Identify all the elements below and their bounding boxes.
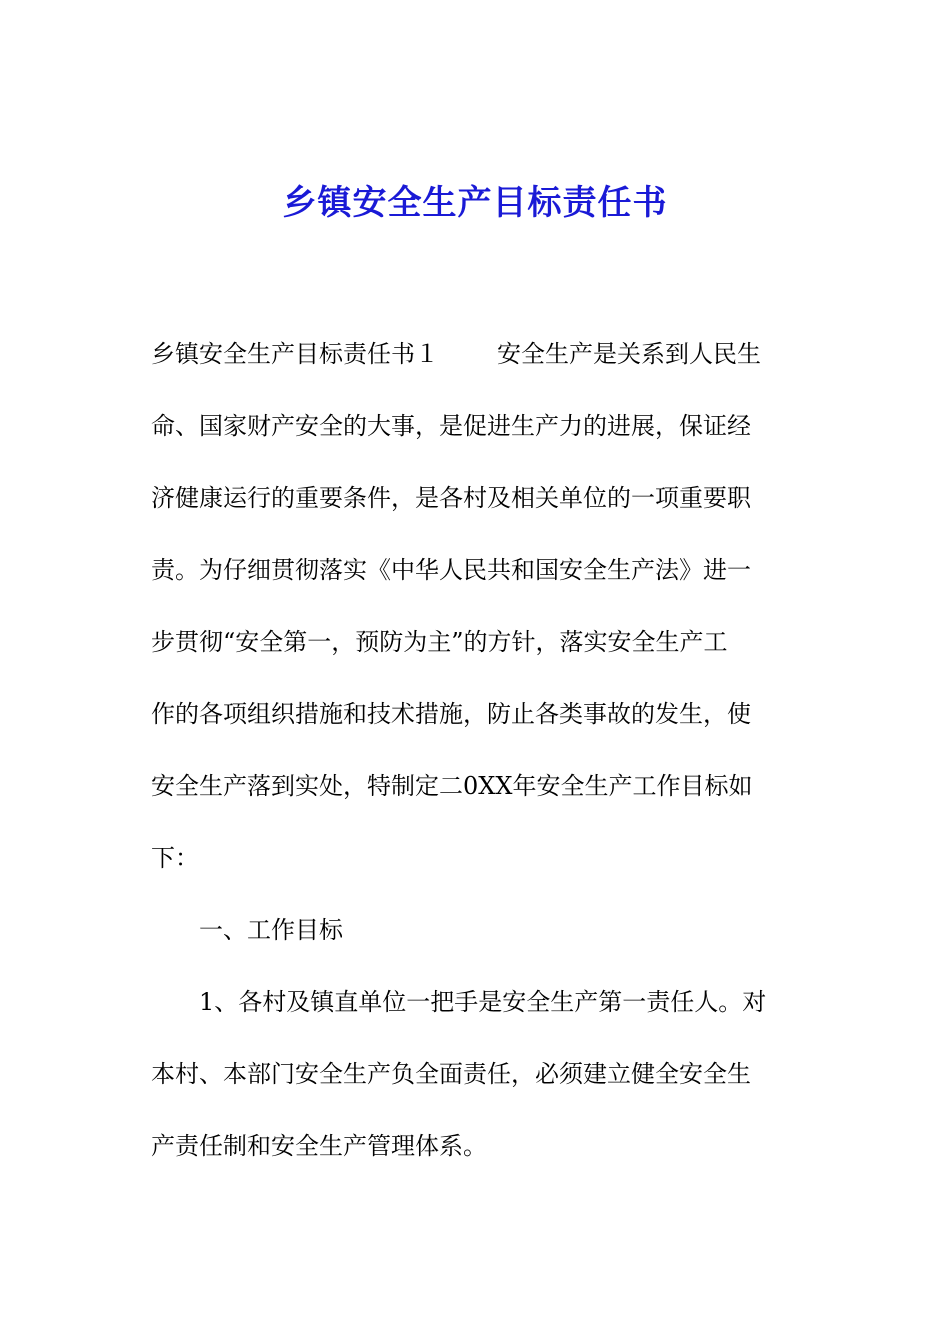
paragraph-line: 步贯彻“安全第一，预防为主”的方针，落实安全生产工 [151,628,728,656]
paragraph-line-text: 1、各村及镇直单位一把手是安全生产第一责任人。对 [199,988,767,1016]
paragraph-line [151,318,801,390]
paragraph-line: 下： [151,844,199,872]
document-title: 乡镇安全生产目标责任书 [282,183,668,223]
paragraph-line [151,966,801,1038]
paragraph-line: 本村、本部门安全生产负全面责任，必须建立健全安全生 [151,1060,751,1088]
paragraph-line: 作的各项组织措施和技术措施，防止各类事故的发生，使 [151,700,751,728]
paragraph-line: 责。为仔细贯彻落实《中华人民共和国安全生产法》进一 [151,556,751,584]
section-heading-line [151,894,801,966]
paragraph-line: 安全生产落到实处，特制定二0XX年安全生产工作目标如 [151,772,753,800]
paragraph-line: 产责任制和安全生产管理体系。 [151,1132,487,1160]
paragraph-line-text: 安全生产是关系到人民生 [497,340,761,368]
paragraph-line: 济健康运行的重要条件，是各村及相关单位的一项重要职 [151,484,751,512]
paragraph-line: 命、国家财产安全的大事，是促进生产力的进展，保证经 [151,412,751,440]
item-paragraph [151,966,801,1182]
section-heading-block [151,894,801,966]
intro-heading: 乡镇安全生产目标责任书１ [151,340,439,368]
intro-paragraph [151,318,801,894]
section-heading: 一、工作目标 [199,916,343,944]
